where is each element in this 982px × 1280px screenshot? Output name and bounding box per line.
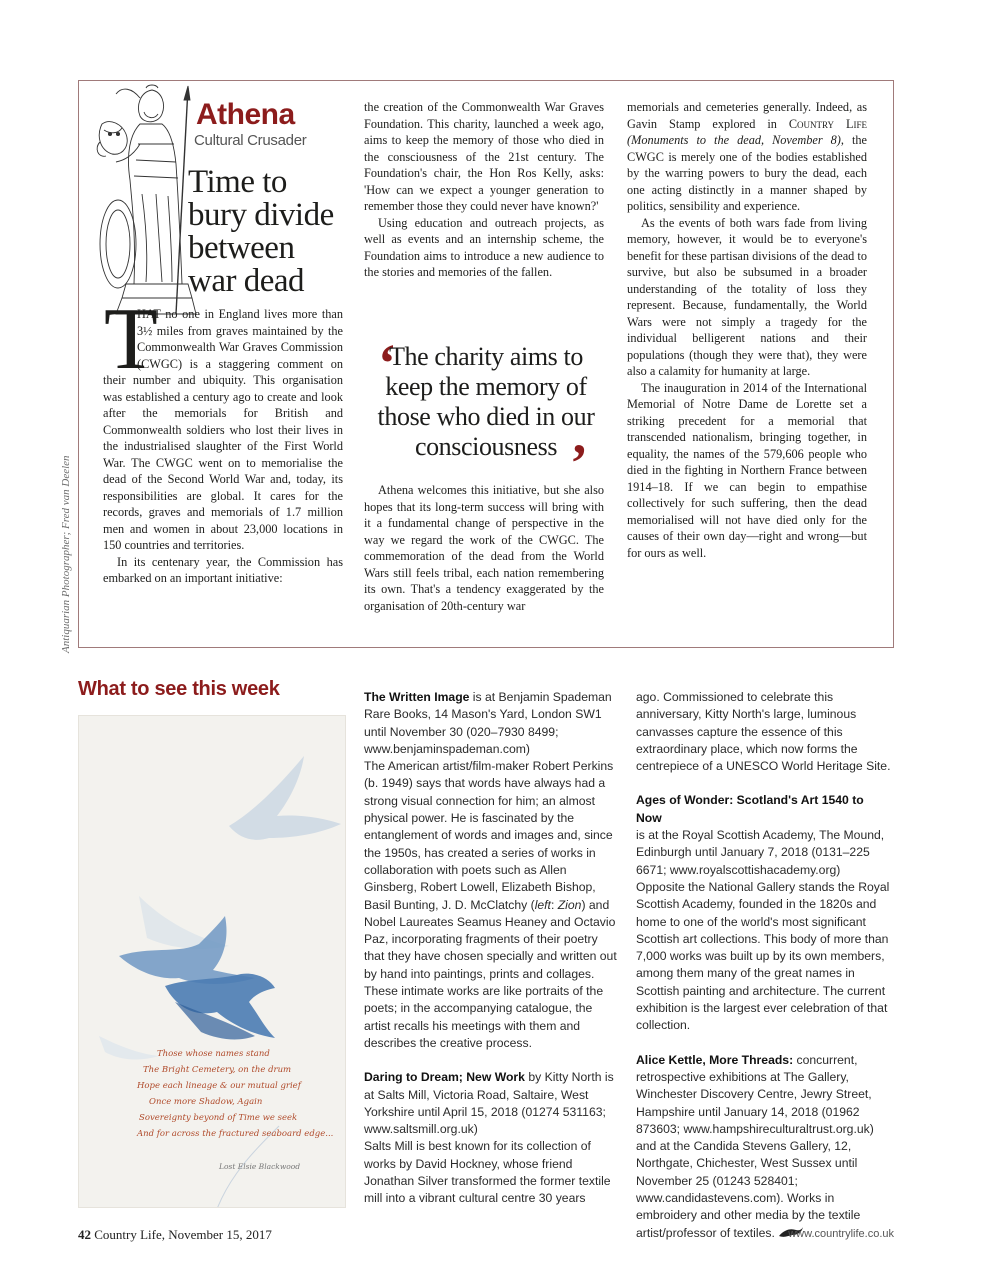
pull-quote — [364, 333, 610, 493]
listing-body: Salts Mill is best known for its collection of works by David Hockney, whose friend Jonathan Silver transformed the former textile mill into a vibrant cultural centre 30 years — [364, 1139, 611, 1206]
paragraph: In its centenary year, the Commission has embarked on an important initiative: — [103, 554, 343, 585]
artist-signature: Lost Elsie Blackwood — [219, 1162, 301, 1171]
page-title: Time to bury divide between war dead — [188, 164, 334, 299]
paragraph: As the events of both wars fade from living memory, however, it would be to everyone's benefit for these partisan divisions of the dead to survive, but also be subsumed in a broader understanding of the totality of loss they represent. Because, fundamentally, the World Wars were not simply a tragedy for the individual belligerent nations and their populations (though they were that), they were also a calamity for humanity at large. — [627, 215, 867, 378]
article-column-3 — [627, 99, 867, 561]
listing-title: Ages of Wonder: Scotland's Art 1540 to Now — [636, 793, 864, 825]
footer-folio: 42 Country Life, November 15, 2017 — [78, 1227, 272, 1242]
listing-body: ago. Commissioned to celebrate this anniversary, Kitty North's large, luminous canvasses capture the essence of this extraordinary place, which now forms the centrepiece of a UNESCO World Heritage Site. — [636, 690, 891, 774]
listing-details: is at the Royal Scottish Academy, The Mound, Edinburgh until January 7, 2018 (0131–225 6671; www.royalscottishacademy.org) — [636, 828, 885, 877]
paragraph: memorials and cemeteries generally. Indeed, as Gavin Stamp explored in Country Life (Monuments to the dead, November 8), the CWGC is merely one of the bodies established by the warring powers to bury the dead, each one acting distinctly in a manner shaped by politics, sensibility and experience. — [627, 100, 867, 213]
listing-item: The Written Image is at Benjamin Spademan Rare Books, 14 Mason's Yard, London SW1 until November 30 (020–7930 8499; www.benjaminspademan.com) — [364, 690, 612, 756]
paragraph: the creation of the Commonwealth War Graves Foundation. This charity, launched a week ago, aims to keep the memory of those who died in the consciousness of the 21st century. The Foundation's chair, the Hon Ros Kelly, asks: 'How can we expect a younger generation to remember those they could never have known?' — [364, 100, 604, 213]
publication-name: Country Life — [788, 116, 867, 131]
paragraph: Athena welcomes this initiative, but she also hopes that its long-term success will bring with it a fundamental change of perspective in the way we regard the work of the CWGC. The commemoration of the dead from the World Wars still feels tribal, each nation remembering its own. That's a tendency exaggerated by the organisation of 20th-century war — [364, 483, 604, 613]
section-name: Athena — [196, 98, 295, 131]
pull-quote-text: The charity aims to keep the memory of those who died in our consciousness — [377, 342, 595, 461]
listing-title: Daring to Dream; New Work — [364, 1070, 525, 1085]
photo-credit: Antiquarian Photographer; Fred van Deelen — [60, 455, 72, 653]
listing-item: Alice Kettle, More Threads: concurrent, retrospective exhibitions at The Gallery, Winchester Discovery Centre, Jewry Street, Hampshire until January 14, 2018 (01962 873603; www.hampshireculturaltrust.org.uk) and at the Candida Stevens Gallery, 12, Northgate, Chichester, West Sussex until November 25 (01243 528401; www.candidastevens.com). Works in embroidery and other media by the textile artist/professor of textiles. — [636, 1052, 874, 1240]
listings-column-2 — [636, 689, 892, 1242]
article-reference: (Monuments to the dead, November 8) — [627, 133, 841, 147]
what-to-see-heading: What to see this week — [78, 678, 280, 700]
section-subtitle: Cultural Crusader — [194, 132, 307, 149]
listing-body: Opposite the National Gallery stands the Royal Scottish Academy, founded in the 1820s and home to one of the world's most significant Scottish art collections. This body of more than 7,000 works was built up by its own members, among them many of the great names in Scottish painting and architecture. The current exhibition is the largest ever celebration of that collection. — [636, 879, 890, 1033]
paragraph: The inauguration in 2014 of the International Memorial of Notre Dame de Lorette set a striking precedent for a memorial that transcended nationalism, bringing together, in equality, the names of the 579,606 people who died in the fighting in Northern France between 1914–18. If we can begin to empathise collectively for such suffering, then the dead memorialised will not have died only for the causes of their own day—right and wrong—but for ours as well. — [627, 380, 867, 560]
listing-title: The Written Image — [364, 690, 470, 704]
artwork-image — [78, 715, 346, 1208]
article-column-1 — [103, 306, 343, 587]
open-quote-mark: ‘ — [378, 333, 396, 393]
listing-body: The American artist/film-maker Robert Perkins (b. 1949) says that words have always had a strong visual connection for him; an almost physical power. He is fascinated by the entanglement of words and images and, since the 1950s, has created a series of works in collaboration with poets such as Allen Ginsberg, Robert Lowell, Elizabeth Bishop, Basil Bunting, J. D. McClatchy (left: Zion) and Nobel Laureates Seamus Heaney and Octavio Paz, incorporating fragments of their poetry that they have chosen specially and written out by hand into paintings, prints and collages. These intimate works are like portraits of the poets; in the accompanying catalogue, the artist recalls his meetings with them and describes the creative process. — [364, 759, 617, 1050]
handwritten-text: Those whose names stand The Bright Cemetery, on the drum Hope each lineage & our mutual grief Once more Shadow, Again Sovereignty beyond of Time we seek And for across the fractured seaboard edge... — [137, 1049, 334, 1139]
listing-title: Alice Kettle, More Threads: — [636, 1052, 794, 1067]
footer-url: www.countrylife.co.uk — [788, 1228, 894, 1240]
article-column-2-bottom — [364, 482, 604, 614]
listing-item — [636, 792, 892, 827]
listing-item: Daring to Dream; New Work by Kitty North is at Salts Mill, Victoria Road, Saltaire, West Yorkshire until April 15, 2018 (01274 531163; www.saltsmill.org.uk) — [364, 1070, 614, 1137]
drop-cap: T — [104, 291, 158, 388]
close-quote-mark: ’ — [570, 433, 588, 493]
listings-column-1 — [364, 689, 618, 1208]
article-column-2-top — [364, 99, 604, 281]
paragraph: Using education and outreach projects, as well as events and an internship scheme, the Foundation aims to introduce a new audience to the stories and memories of the fallen. — [364, 215, 604, 279]
paragraph: HAT no one in England lives more than 3½ miles from graves maintained by the Commonwealth War Graves Commission (CWGC) is a staggering comment on their number and ubiquity. This organisation was established a century ago to create and look after the memorials for British and Commonwealth soldiers who lost their lives in the industrialised slaughter of the First World War. The CWGC went on to memorialise the dead of the Second World War and, today, its responsibilities are global. It cares for the records, graves and memorials of 1.7 million men and women in about 23,000 locations in 150 countries and territories. — [103, 307, 343, 552]
